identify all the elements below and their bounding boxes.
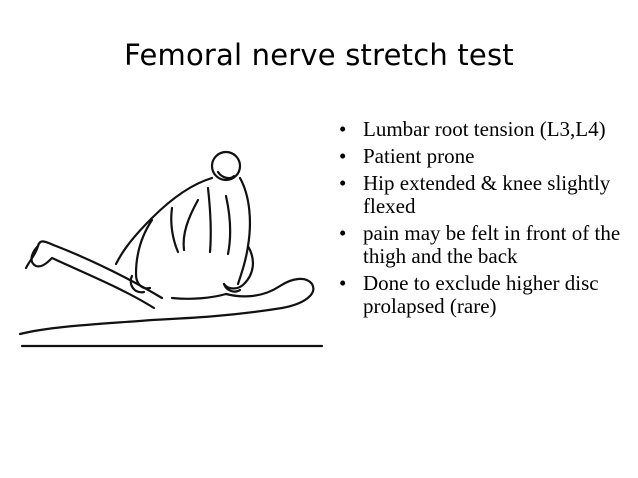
bullet-text: Patient prone	[363, 144, 475, 168]
bullet-text: Done to exclude higher disc prolapsed (rare)	[363, 271, 599, 318]
list-item	[335, 118, 631, 141]
bullet-dot: •	[339, 144, 347, 168]
list-item	[335, 172, 631, 218]
slide-title: Femoral nerve stretch test	[124, 38, 514, 72]
bullet-text: pain may be felt in front of the thigh and the back	[363, 221, 621, 268]
list-item	[335, 222, 631, 268]
bullet-text: Hip extended & knee slightly flexed	[363, 171, 611, 218]
bullet-dot: •	[339, 171, 347, 195]
bullet-text: Lumbar root tension (L3,L4)	[363, 117, 606, 141]
bullet-dot: •	[339, 221, 347, 245]
bullet-dot: •	[339, 117, 347, 141]
bullet-list	[335, 118, 631, 322]
examiner-patient-line-drawing-icon	[12, 148, 330, 348]
bullet-dot: •	[339, 271, 347, 295]
list-item	[335, 145, 631, 168]
list-item	[335, 272, 631, 318]
